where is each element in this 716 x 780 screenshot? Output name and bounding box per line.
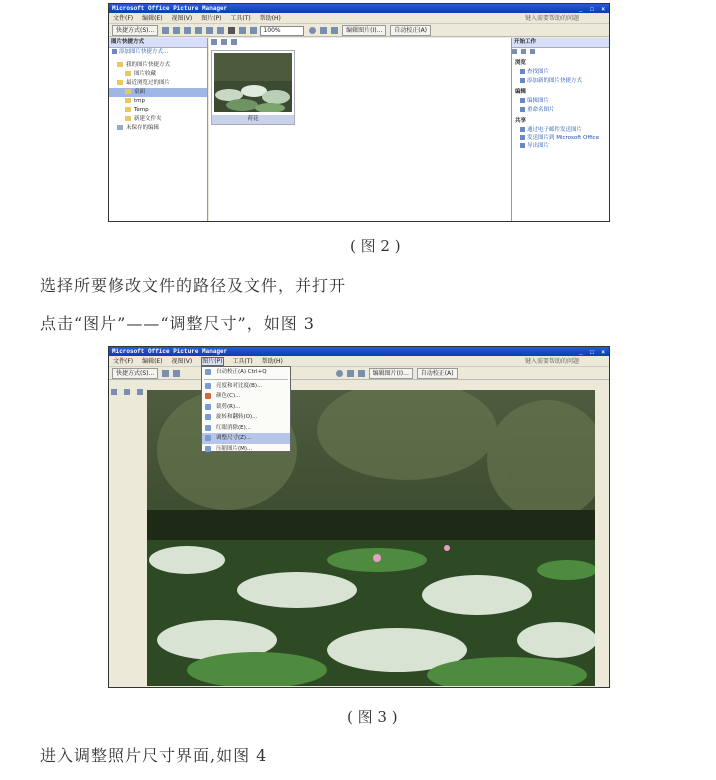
task-link-label: 重命名图片: [527, 107, 555, 113]
color-icon: [205, 393, 211, 399]
folder-icon: [125, 107, 131, 112]
window-controls[interactable]: _ □ ×: [578, 6, 607, 13]
menu-item-brightness[interactable]: [202, 381, 290, 392]
paragraph-1: 选择所要修改文件的路径及文件，并打开: [40, 276, 347, 295]
menu-help[interactable]: 帮助(H): [261, 358, 283, 365]
export-icon: [520, 143, 525, 148]
folder-icon: [125, 98, 131, 103]
menu-picture-open[interactable]: 图片(P): [202, 358, 223, 365]
getting-started-pane: [511, 38, 609, 222]
help-icon[interactable]: [309, 27, 316, 34]
task-pane-nav: [512, 48, 609, 57]
paragraph-2: 点击“图片”——“调整尺寸”，如图 3: [40, 314, 315, 333]
print-icon[interactable]: [173, 370, 180, 377]
task-link[interactable]: [512, 126, 609, 135]
menu-picture[interactable]: 图片(P): [201, 15, 222, 22]
menu-bar: [109, 13, 609, 24]
menu-tools[interactable]: 工具(T): [232, 358, 253, 365]
thumbnail-view-icon[interactable]: [211, 39, 217, 45]
email-icon: [520, 127, 525, 132]
rotate-right-icon[interactable]: [331, 27, 338, 34]
tree-item-label: 新建文件夹: [134, 116, 162, 122]
lotus-thumbnail-image: [214, 53, 292, 112]
rotate-left-icon[interactable]: [347, 370, 354, 377]
menu-edit[interactable]: 编辑(E): [142, 15, 163, 22]
picture-manager-window-fig2: [108, 3, 610, 222]
print-icon[interactable]: [173, 27, 180, 34]
pane-title: 图片快捷方式: [109, 38, 207, 48]
auto-correct-icon: [205, 369, 211, 375]
filmstrip-view-icon[interactable]: [124, 389, 130, 395]
search-icon: [520, 69, 525, 74]
red-eye-icon: [205, 425, 211, 431]
folder-icon: [125, 89, 131, 94]
tree-item-label: 未保存的编辑: [126, 125, 160, 131]
picture-shortcuts-pane: [109, 38, 208, 222]
task-pane-title: 开始工作: [512, 38, 609, 48]
thumbnail-card[interactable]: [211, 50, 295, 125]
paragraph-3: 进入调整照片尺寸界面,如图 4: [40, 746, 268, 765]
shortcuts-button[interactable]: 快捷方式(S)...: [112, 368, 158, 379]
delete-icon[interactable]: [228, 27, 235, 34]
menu-item-rotate-flip[interactable]: [202, 412, 290, 423]
menu-item-resize[interactable]: [202, 433, 290, 444]
tree-item-label: tmp: [134, 98, 146, 104]
send-icon: [520, 135, 525, 140]
picture-manager-window-fig3: [108, 346, 610, 688]
menu-view[interactable]: 视图(V): [171, 15, 193, 22]
task-link-label: 添加新的图片快捷方式: [527, 78, 583, 84]
task-link[interactable]: [512, 77, 609, 86]
tree-item[interactable]: [109, 115, 207, 124]
window-titlebar: [109, 347, 609, 356]
lotus-thumbnail-graphic: [214, 53, 292, 112]
task-link-label: 查找图片: [527, 69, 550, 75]
menu-item-compress[interactable]: [202, 444, 290, 455]
window-titlebar: [109, 4, 609, 13]
back-icon[interactable]: [512, 49, 517, 54]
save-icon[interactable]: [162, 27, 169, 34]
auto-correct-button[interactable]: 自动校正(A): [390, 25, 431, 36]
rename-icon: [520, 107, 525, 112]
rotate-icon: [205, 414, 211, 420]
menu-bar: [109, 356, 609, 367]
task-link[interactable]: [512, 106, 609, 115]
add-shortcut-icon: [520, 78, 525, 83]
copy-icon[interactable]: [206, 27, 213, 34]
menu-edit[interactable]: 编辑(E): [142, 358, 163, 365]
menu-file[interactable]: 文件(F): [113, 358, 134, 365]
auto-correct-button[interactable]: 自动校正(A): [417, 368, 458, 379]
menu-item-auto-correct[interactable]: [202, 367, 290, 378]
task-link[interactable]: [512, 68, 609, 77]
menu-tools[interactable]: 工具(T): [230, 15, 251, 22]
single-view-icon[interactable]: [231, 39, 237, 45]
help-search-box[interactable]: 键入需要帮助的问题: [524, 358, 579, 365]
help-icon[interactable]: [336, 370, 343, 377]
task-link[interactable]: [512, 97, 609, 106]
task-link-label: 通过电子邮件发送图片: [527, 127, 583, 133]
undo-icon[interactable]: [239, 27, 246, 34]
help-search-box[interactable]: 键入需要帮助的问题: [524, 15, 579, 22]
figure-2-caption: ( 图 2 ): [350, 237, 401, 255]
filmstrip-view-icon[interactable]: [221, 39, 227, 45]
menu-item-label: 旋转和翻转(O)...: [216, 414, 258, 420]
rotate-left-icon[interactable]: [320, 27, 327, 34]
tree-item[interactable]: [109, 124, 207, 133]
tree-item-label: Temp: [134, 107, 149, 113]
view-mode-buttons: [111, 381, 145, 390]
menu-file[interactable]: 文件(F): [113, 15, 134, 22]
task-link[interactable]: [512, 135, 609, 142]
folder-icon: [125, 116, 131, 121]
edit-pictures-button[interactable]: 编辑图片(I)...: [369, 368, 413, 379]
tree-item-label: 最近浏览过的图片: [126, 80, 171, 86]
section-edit: 编辑: [515, 89, 527, 95]
forward-icon[interactable]: [521, 49, 526, 54]
tree-item[interactable]: [109, 61, 207, 70]
folder-icon: [125, 71, 131, 76]
add-shortcut-link[interactable]: [109, 48, 207, 57]
email-icon[interactable]: [184, 27, 191, 34]
compress-icon: [205, 446, 211, 452]
view-mode-buttons: [209, 38, 511, 47]
tree-item[interactable]: [109, 97, 207, 106]
task-link-label: 导出图片: [527, 143, 550, 149]
redo-icon[interactable]: [250, 27, 257, 34]
menu-item-label: 裁剪(R)...: [216, 403, 241, 410]
zoom-select[interactable]: 100%: [260, 26, 304, 36]
task-link[interactable]: [512, 142, 609, 151]
tree-item[interactable]: [109, 106, 207, 115]
shortcuts-button[interactable]: 快捷方式(S)...: [112, 25, 158, 36]
resize-icon: [205, 435, 211, 441]
paste-icon[interactable]: [217, 27, 224, 34]
window-title: Microsoft Office Picture Manager: [112, 348, 228, 355]
task-link-label: 编辑图片: [527, 98, 550, 104]
toolbar: [109, 24, 609, 37]
tree-item-label: 我的图片快捷方式: [126, 62, 171, 68]
folder-icon: [117, 80, 123, 85]
menu-item-color[interactable]: [202, 391, 290, 402]
menu-item-label: 亮度和对比度(B)...: [216, 382, 263, 389]
tree-item-label: 桌面: [134, 89, 146, 95]
tree-item-label: 图片收藏: [134, 71, 157, 77]
home-icon[interactable]: [530, 49, 535, 54]
section-share: 共享: [515, 118, 527, 124]
rotate-right-icon[interactable]: [358, 370, 365, 377]
tree-item[interactable]: [109, 70, 207, 79]
thumbnail-label: 荷花: [212, 115, 294, 124]
section-browse: 浏览: [515, 60, 527, 66]
tree-item-selected[interactable]: [109, 88, 207, 97]
crop-icon: [205, 404, 211, 410]
folder-icon: [117, 62, 123, 67]
thumbnail-view-icon[interactable]: [111, 389, 117, 395]
task-link-label: 发送图片到 Microsoft Office: [527, 135, 600, 141]
window-controls[interactable]: _ □ ×: [578, 349, 607, 356]
menu-item-label: 红眼消除(E)...: [216, 424, 252, 431]
menu-item-red-eye[interactable]: [202, 423, 290, 434]
window-title: Microsoft Office Picture Manager: [112, 5, 228, 12]
toolbar: [109, 367, 609, 380]
menu-item-label: 颜色(C)...: [216, 393, 241, 399]
edit-pictures-button[interactable]: 编辑图片(I)...: [342, 25, 386, 36]
picture-dropdown-menu: [201, 366, 291, 452]
menu-separator: [204, 379, 288, 380]
add-shortcut-icon: [112, 49, 117, 54]
thumbnail-area: [209, 38, 511, 222]
add-shortcut-label: 添加图片快捷方式...: [119, 49, 169, 55]
menu-item-label: 压缩图片(M)...: [216, 445, 253, 452]
figure-3-caption: ( 图 3 ): [347, 708, 398, 726]
menu-help[interactable]: 帮助(H): [259, 15, 281, 22]
single-view-icon[interactable]: [137, 389, 143, 395]
save-icon[interactable]: [162, 370, 169, 377]
menu-item-label: 自动校正(A) Ctrl+Q: [216, 369, 267, 375]
brightness-icon: [205, 383, 211, 389]
menu-item-crop[interactable]: [202, 402, 290, 413]
folder-icon: [117, 125, 123, 130]
cut-icon[interactable]: [195, 27, 202, 34]
menu-item-label: 调整尺寸(Z)...: [216, 435, 252, 441]
edit-icon: [520, 98, 525, 103]
menu-view[interactable]: 视图(V): [171, 358, 193, 365]
tree-item[interactable]: [109, 79, 207, 88]
